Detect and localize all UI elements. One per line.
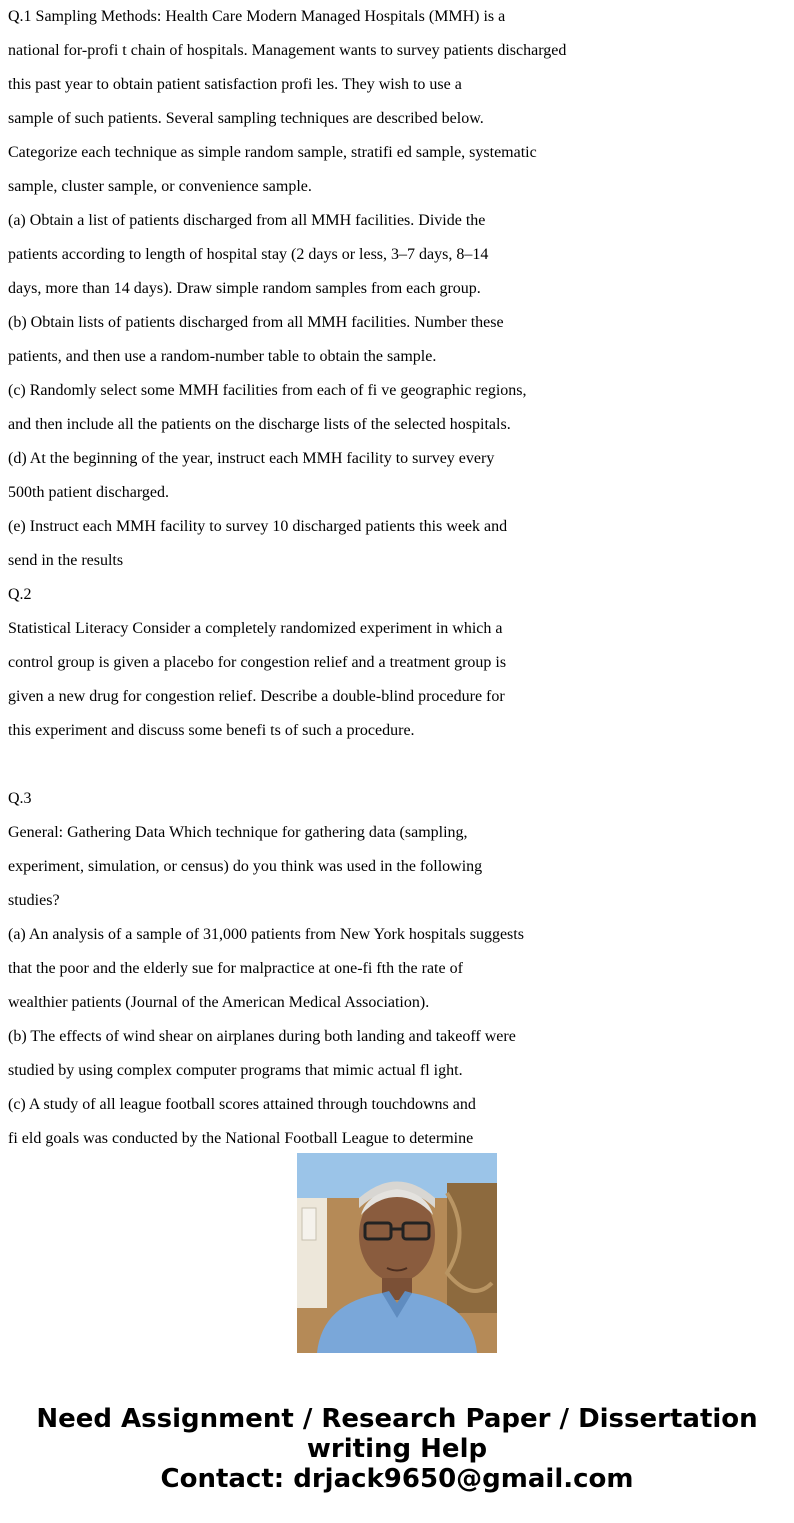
text-line: Q.1 Sampling Methods: Health Care Modern Managed Hospitals (MMH) is a	[8, 8, 506, 25]
text-line: Q.2	[8, 586, 32, 603]
text-line	[8, 748, 788, 782]
text-line: Categorize each technique as simple random sample, stratifi ed sample, systematic	[8, 144, 537, 161]
text-line: (b) Obtain lists of patients discharged from all MMH facilities. Number these	[8, 314, 504, 331]
text-line: wealthier patients (Journal of the American Medical Association).	[8, 994, 430, 1011]
text-line: this experiment and discuss some benefi ts of such a procedure.	[8, 722, 415, 739]
portrait-image	[297, 1153, 497, 1353]
text-line: this past year to obtain patient satisfaction profi les. They wish to use a	[8, 76, 462, 93]
text-line: sample of such patients. Several sampling techniques are described below.	[8, 110, 484, 127]
text-line: (d) At the beginning of the year, instruct each MMH facility to survey every	[8, 450, 495, 467]
text-line: (a) Obtain a list of patients discharged from all MMH facilities. Divide the	[8, 212, 486, 229]
contact-banner	[0, 1404, 794, 1494]
text-line: patients, and then use a random-number table to obtain the sample.	[8, 348, 437, 365]
text-line: fi eld goals was conducted by the National Football League to determine	[8, 1130, 474, 1147]
text-line: control group is given a placebo for congestion relief and a treatment group is	[8, 654, 507, 671]
text-line: that the poor and the elderly sue for malpractice at one-fi fth the rate of	[8, 960, 463, 977]
text-line: sample, cluster sample, or convenience sample.	[8, 178, 312, 195]
text-line: (a) An analysis of a sample of 31,000 patients from New York hospitals suggests	[8, 926, 524, 943]
text-line: send in the results	[8, 552, 124, 569]
document-text	[8, 0, 788, 1147]
text-line: (b) The effects of wind shear on airplanes during both landing and takeoff were	[8, 1028, 516, 1045]
text-line: studied by using complex computer programs that mimic actual fl ight.	[8, 1062, 463, 1079]
text-line: (e) Instruct each MMH facility to survey 10 discharged patients this week and	[8, 518, 508, 535]
text-line: General: Gathering Data Which technique for gathering data (sampling,	[8, 824, 468, 841]
text-line: patients according to length of hospital stay (2 days or less, 3–7 days, 8–14	[8, 246, 489, 263]
text-line: (c) Randomly select some MMH facilities from each of fi ve geographic regions,	[8, 382, 527, 399]
text-line: days, more than 14 days). Draw simple random samples from each group.	[8, 280, 481, 297]
text-line: 500th patient discharged.	[8, 484, 169, 501]
text-line: experiment, simulation, or census) do you think was used in the following	[8, 858, 483, 875]
text-line: given a new drug for congestion relief. Describe a double-blind procedure for	[8, 688, 505, 705]
text-line: studies?	[8, 892, 60, 909]
banner-contact-email: Contact: drjack9650@gmail.com	[160, 1464, 634, 1494]
text-line: national for-profi t chain of hospitals. Management wants to survey patients discharged	[8, 42, 567, 59]
text-line: Statistical Literacy Consider a completely randomized experiment in which a	[8, 620, 503, 637]
banner-line-1: Need Assignment / Research Paper / Dissertation	[36, 1404, 758, 1434]
text-line: and then include all the patients on the discharge lists of the selected hospitals.	[8, 416, 511, 433]
text-line: (c) A study of all league football scores attained through touchdowns and	[8, 1096, 476, 1113]
banner-line-2: writing Help	[306, 1434, 488, 1464]
text-line: Q.3	[8, 790, 32, 807]
avatar	[297, 1153, 497, 1353]
